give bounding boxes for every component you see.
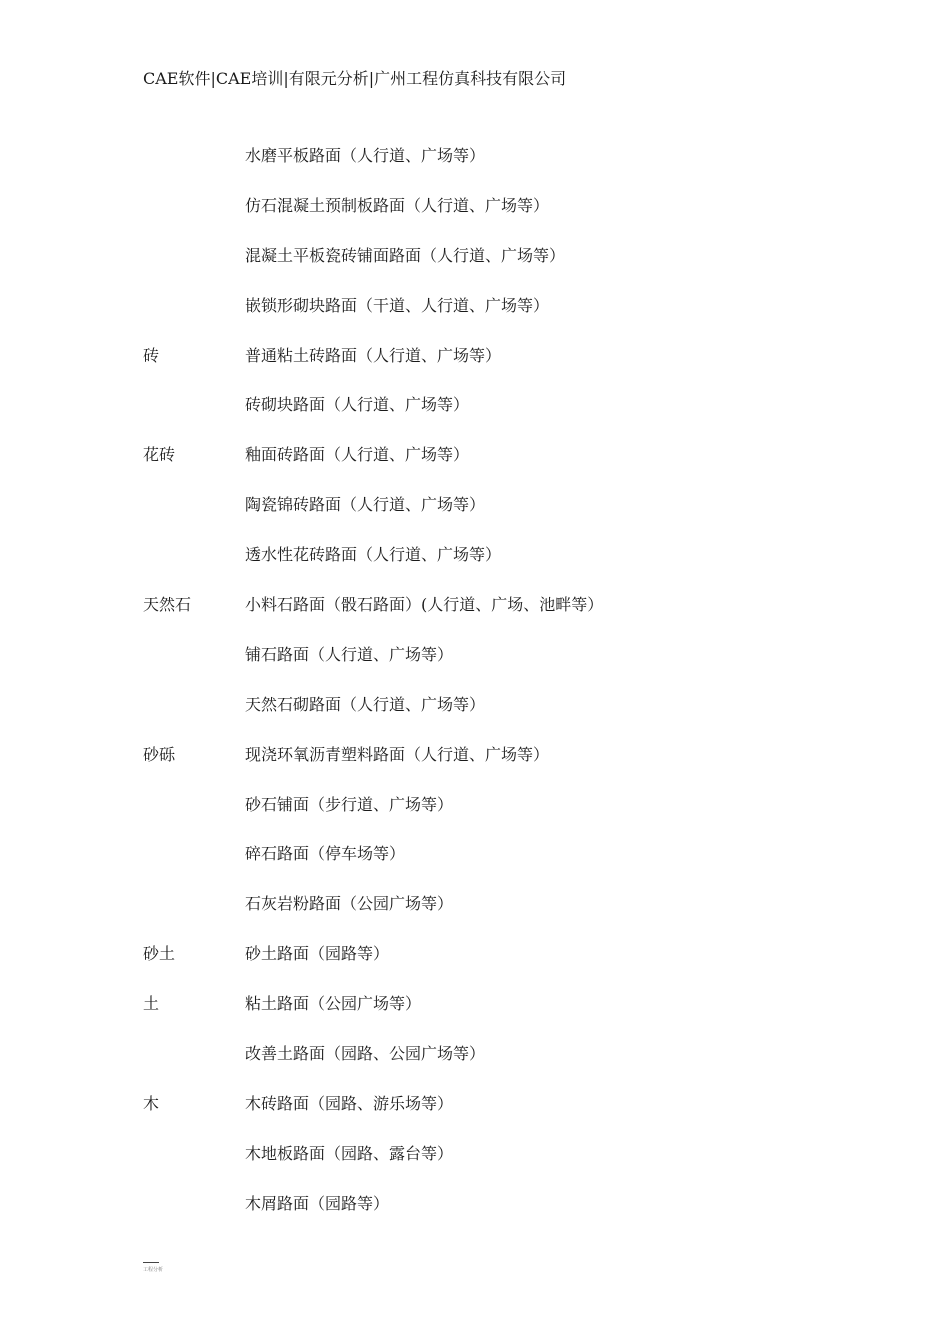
category-label: 花砖: [143, 445, 176, 465]
list-item: [0, 1143, 950, 1193]
footer-divider: [143, 1262, 159, 1263]
item-label: 现浇环氧沥青塑料路面（人行道、广场等）: [245, 744, 550, 764]
list-item: [0, 544, 950, 594]
paving-list: [0, 145, 950, 1243]
list-item: [0, 594, 950, 644]
item-label: 嵌锁形砌块路面（干道、人行道、广场等）: [245, 295, 550, 315]
item-label: 釉面砖路面（人行道、广场等）: [245, 445, 470, 465]
item-label: 陶瓷锦砖路面（人行道、广场等）: [245, 495, 486, 515]
list-item: [0, 295, 950, 345]
list-item: [0, 893, 950, 943]
list-item: [0, 744, 950, 794]
list-item: [0, 444, 950, 494]
list-item: [0, 1093, 950, 1143]
category-label: 砖: [143, 345, 160, 365]
category-label: 木: [143, 1093, 160, 1113]
list-item: [0, 794, 950, 844]
page-header: CAE软件|CAE培训|有限元分析|广州工程仿真科技有限公司: [143, 69, 567, 88]
item-label: 改善土路面（园路、公园广场等）: [245, 1044, 486, 1064]
item-label: 碎石路面（停车场等）: [245, 844, 406, 864]
list-item: [0, 694, 950, 744]
item-label: 普通粘土砖路面（人行道、广场等）: [245, 345, 502, 365]
list-item: [0, 345, 950, 395]
item-label: 仿石混凝土预制板路面（人行道、广场等）: [245, 195, 550, 215]
list-item: [0, 943, 950, 993]
list-item: [0, 145, 950, 195]
list-item: [0, 494, 950, 544]
item-label: 木屑路面（园路等）: [245, 1193, 390, 1213]
item-label: 木地板路面（园路、露台等）: [245, 1143, 454, 1163]
footer-note: 工程分析: [143, 1267, 164, 1273]
item-label: 木砖路面（园路、游乐场等）: [245, 1093, 454, 1113]
item-label: 水磨平板路面（人行道、广场等）: [245, 146, 486, 165]
item-label: 砂石铺面（步行道、广场等）: [245, 794, 454, 814]
list-item: [0, 644, 950, 694]
item-label: 粘土路面（公园广场等）: [245, 994, 422, 1014]
list-item: [0, 394, 950, 444]
list-item: [0, 1043, 950, 1093]
item-label: 混凝土平板瓷砖铺面路面（人行道、广场等）: [245, 245, 566, 265]
list-item: [0, 993, 950, 1043]
item-label: 石灰岩粉路面（公园广场等）: [245, 894, 454, 914]
list-item: [0, 843, 950, 893]
item-label: 天然石砌路面（人行道、广场等）: [245, 694, 486, 714]
list-item: [0, 195, 950, 245]
item-label: 砖砌块路面（人行道、广场等）: [245, 395, 470, 415]
category-label: 砂土: [143, 944, 176, 964]
category-label: 天然石: [143, 595, 192, 615]
item-label: 透水性花砖路面（人行道、广场等）: [245, 545, 502, 565]
item-label: 铺石路面（人行道、广场等）: [245, 644, 454, 664]
category-label: 砂砾: [143, 744, 176, 764]
item-label: 砂土路面（园路等）: [245, 944, 390, 964]
list-item: [0, 245, 950, 295]
category-label: 土: [143, 994, 160, 1014]
list-item: [0, 1193, 950, 1243]
item-label: 小料石路面（骰石路面）(人行道、广场、池畔等）: [245, 595, 604, 615]
